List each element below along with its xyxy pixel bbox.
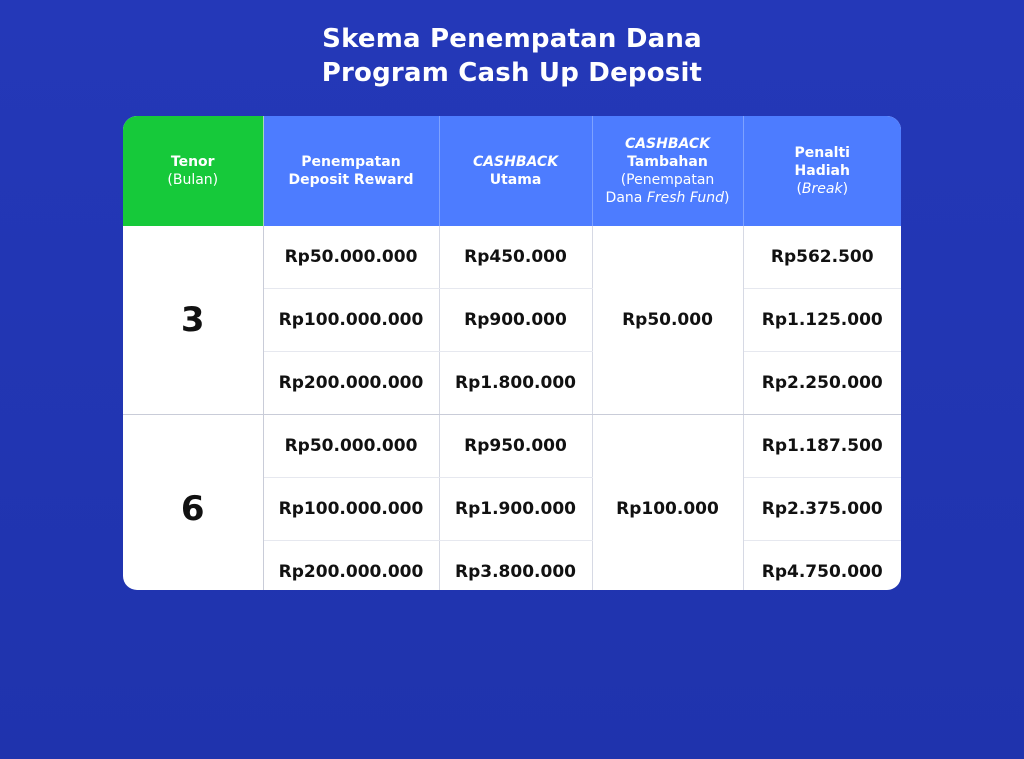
header-extra-line4b: Fresh Fund <box>646 190 724 206</box>
table-header <box>123 116 901 226</box>
header-cashback-line2: Utama <box>489 172 542 188</box>
header-deposit-line1: Penempatan <box>301 154 401 170</box>
extra-cashback-cell: Rp50.000 <box>592 226 743 415</box>
penalty-cell: Rp1.125.000 <box>743 289 901 352</box>
deposit-cell: Rp200.000.000 <box>263 541 439 591</box>
table-body <box>123 226 901 590</box>
header-deposit-line2: Deposit Reward <box>288 172 414 188</box>
header-deposit <box>263 116 439 226</box>
header-extra-cashback <box>592 116 743 226</box>
deposit-cell: Rp50.000.000 <box>263 226 439 289</box>
penalty-cell: Rp2.250.000 <box>743 352 901 415</box>
penalty-cell: Rp2.375.000 <box>743 478 901 541</box>
header-extra-line4c: ) <box>723 190 730 206</box>
deposit-cell: Rp200.000.000 <box>263 352 439 415</box>
header-cashback <box>439 116 592 226</box>
title-line-1: Skema Penempatan Dana <box>322 24 702 54</box>
title-line-2: Program Cash Up Deposit <box>321 58 703 88</box>
header-penalty-line1: Penalti <box>794 145 850 161</box>
cashback-cell: Rp450.000 <box>439 226 592 289</box>
table-row <box>123 415 901 478</box>
header-penalty <box>743 116 901 226</box>
header-penalty-line2: Hadiah <box>794 163 850 179</box>
cashback-cell: Rp1.900.000 <box>439 478 592 541</box>
cashback-cell: Rp950.000 <box>439 415 592 478</box>
table-row <box>123 226 901 289</box>
header-penalty-line3c: ) <box>842 181 849 197</box>
header-extra-line3: (Penempatan <box>620 172 715 188</box>
header-cashback-line1: CASHBACK <box>472 154 559 170</box>
cashback-cell: Rp900.000 <box>439 289 592 352</box>
header-tenor-main: Tenor <box>170 154 215 170</box>
header-tenor-sub: (Bulan) <box>167 172 219 188</box>
cashback-cell: Rp3.800.000 <box>439 541 592 591</box>
deposit-cell: Rp100.000.000 <box>263 478 439 541</box>
extra-cashback-cell: Rp100.000 <box>592 415 743 591</box>
penalty-cell: Rp1.187.500 <box>743 415 901 478</box>
deposit-cell: Rp50.000.000 <box>263 415 439 478</box>
header-extra-line1: CASHBACK <box>624 136 711 152</box>
header-extra-line2: Tambahan <box>627 154 708 170</box>
penalty-cell: Rp562.500 <box>743 226 901 289</box>
header-penalty-line3a: ( <box>796 181 802 197</box>
penalty-cell: Rp4.750.000 <box>761 562 883 582</box>
tenor-cell: 3 <box>123 226 263 415</box>
table <box>123 116 901 590</box>
page-title <box>0 22 1024 90</box>
header-penalty-line3b: Break <box>801 181 843 197</box>
header-row <box>123 116 901 226</box>
cashback-cell: Rp1.800.000 <box>439 352 592 415</box>
header-extra-line4a: Dana <box>605 190 647 206</box>
tenor-cell: 6 <box>123 415 263 591</box>
header-tenor <box>123 116 263 226</box>
deposit-cell: Rp100.000.000 <box>263 289 439 352</box>
placement-scheme-table <box>123 116 901 590</box>
